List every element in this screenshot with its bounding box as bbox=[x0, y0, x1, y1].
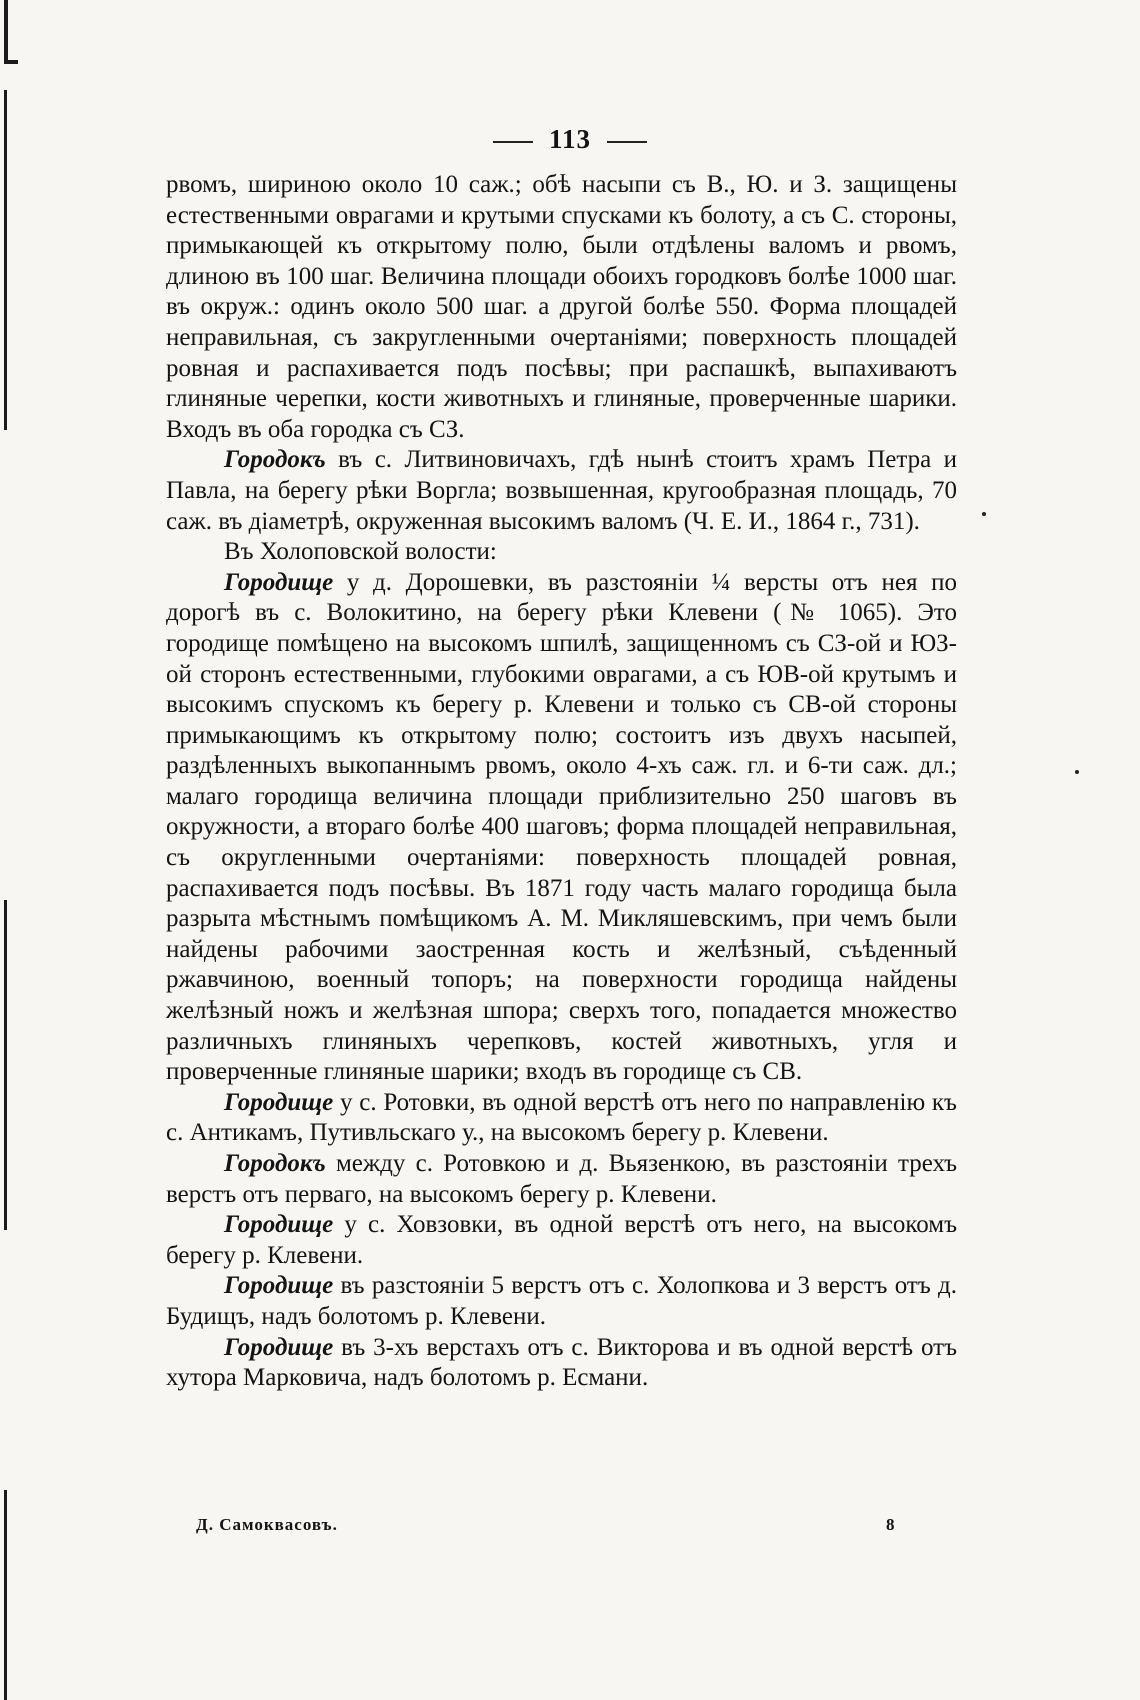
sheet-number: 8 bbox=[886, 1515, 896, 1534]
paragraph bbox=[166, 170, 957, 445]
header-dash-right bbox=[607, 141, 647, 143]
paragraph-text: въ с. Литвиновичахъ, гдѣ нынѣ стоитъ храмъ Петра и Павла, на берегу рѣки Воргла; возвышенная, кругообразная площадь, 70 саж. въ діаметрѣ, окруженная высокимъ валомъ (Ч. Е. И., 1864 г., 731). bbox=[166, 446, 957, 535]
section-heading bbox=[166, 537, 957, 568]
paragraph bbox=[166, 1271, 957, 1332]
paragraph bbox=[166, 1088, 957, 1149]
paragraph-lead: Городокъ bbox=[224, 1150, 326, 1177]
paragraph bbox=[166, 1333, 957, 1394]
page-header bbox=[0, 124, 1140, 155]
header-dash-left bbox=[493, 141, 533, 143]
paragraph-text: у с. Ротовки, въ одной верстѣ отъ него по направленію къ с. Антикамъ, Путивльскаго у., на высокомъ берегу р. Клевени. bbox=[166, 1088, 957, 1147]
scan-edge-mark bbox=[4, 60, 18, 64]
paragraph-lead: Городокъ bbox=[224, 446, 326, 474]
paragraph-text: у д. Дорошевки, въ разстояніи ¼ версты отъ нея по дорогѣ въ с. Волокитино, на берегу рѣки Клевени (№ 1065). Это городище помѣщено на высокомъ шпилѣ, защищенномъ съ СЗ-ой и ЮЗ-ой сторонъ естественными, глубокими оврагами, а съ ЮВ-ой крутымъ и высокимъ спускомъ къ берегу р. Клевени и только съ СВ-ой стороны примыкающимъ къ открытому полю; состоитъ изъ двухъ насыпей, раздѣленныхъ выкопаннымъ рвомъ, около 4-хъ саж. гл. и 6-ти саж. дл.; малаго городища величина площади приблизительно 250 шаговъ въ окружности, а втораго болѣе 400 шаговъ; форма площадей неправильная, съ округленными очертаніями: поверхность площадей ровная, распахивается подъ посѣвы. Въ 1871 году часть малаго городища была разрыта мѣстнымъ помѣщикомъ А. М. Микляшевскимъ, при чемъ были найдены рабочими заостренная кость и желѣзный, съѣденный ржавчиною, военный топоръ; на поверхности городища найдены желѣзный ножъ и желѣзная шпора; сверхъ того, попадается множество различныхъ глиняныхъ черепковъ, костей животныхъ, угля и проверченные глиняные шарики; входъ въ городище съ СВ. bbox=[166, 568, 957, 1086]
body-text bbox=[166, 170, 957, 1394]
author-signature: Д. Самоквасовъ. bbox=[196, 1515, 338, 1534]
paragraph-text: Въ Холоповской волости: bbox=[224, 538, 497, 566]
print-speck bbox=[982, 512, 986, 516]
paragraph-lead: Городище bbox=[224, 1088, 334, 1116]
paragraph bbox=[166, 1210, 957, 1271]
paragraph-text: у с. Ховзовки, въ одной верстѣ отъ него, на высокомъ берегу р. Клевени. bbox=[166, 1211, 957, 1269]
paragraph bbox=[166, 568, 957, 1088]
scan-edge-mark bbox=[4, 0, 8, 60]
paragraph-lead: Городище bbox=[224, 568, 334, 596]
paragraph-text: въ разстояніи 5 верстъ отъ с. Холопкова и 3 верстъ отъ д. Будищъ, надъ болотомъ р. Клевени. bbox=[166, 1272, 957, 1330]
paragraph bbox=[166, 445, 957, 537]
paragraph-lead: Городище bbox=[224, 1211, 334, 1239]
paragraph-text: въ 3-хъ верстахъ отъ с. Викторова и въ одной верстѣ отъ хутора Марковича, надъ болотомъ р. Есмани. bbox=[166, 1333, 957, 1392]
paragraph bbox=[166, 1149, 957, 1210]
scan-edge-mark bbox=[4, 1490, 7, 1700]
paragraph-text: между с. Ротовкою и д. Вьязенкою, въ разстояніи трехъ верстъ отъ перваго, на высокомъ берегу р. Клевени. bbox=[166, 1150, 957, 1208]
paragraph-text: рвомъ, шириною около 10 саж.; обѣ насыпи съ В., Ю. и З. защищены естественными оврагами и крутыми спусками къ болоту, а съ С. стороны, примыкающей къ открытому полю, были отдѣлены валомъ и рвомъ, длиною въ 100 шаг. Величина площади обоихъ городковъ болѣе 1000 шаг. въ окруж.: одинъ около 500 шаг. а другой болѣе 550. Форма площадей неправильная, съ закругленными очертаніями; поверхность площадей ровная и распахивается подъ посѣвы; при распашкѣ, выпахиваютъ глиняные черепки, кости животныхъ и глиняные, проверченные шарики. Входъ въ оба городка съ СЗ. bbox=[166, 171, 957, 443]
print-speck bbox=[1075, 770, 1079, 774]
scan-edge-mark bbox=[4, 900, 7, 1230]
scan-binding-edge bbox=[0, 0, 16, 1700]
page-number: 113 bbox=[548, 124, 591, 154]
paragraph-lead: Городище bbox=[224, 1333, 334, 1361]
paragraph-lead: Городище bbox=[224, 1272, 334, 1300]
